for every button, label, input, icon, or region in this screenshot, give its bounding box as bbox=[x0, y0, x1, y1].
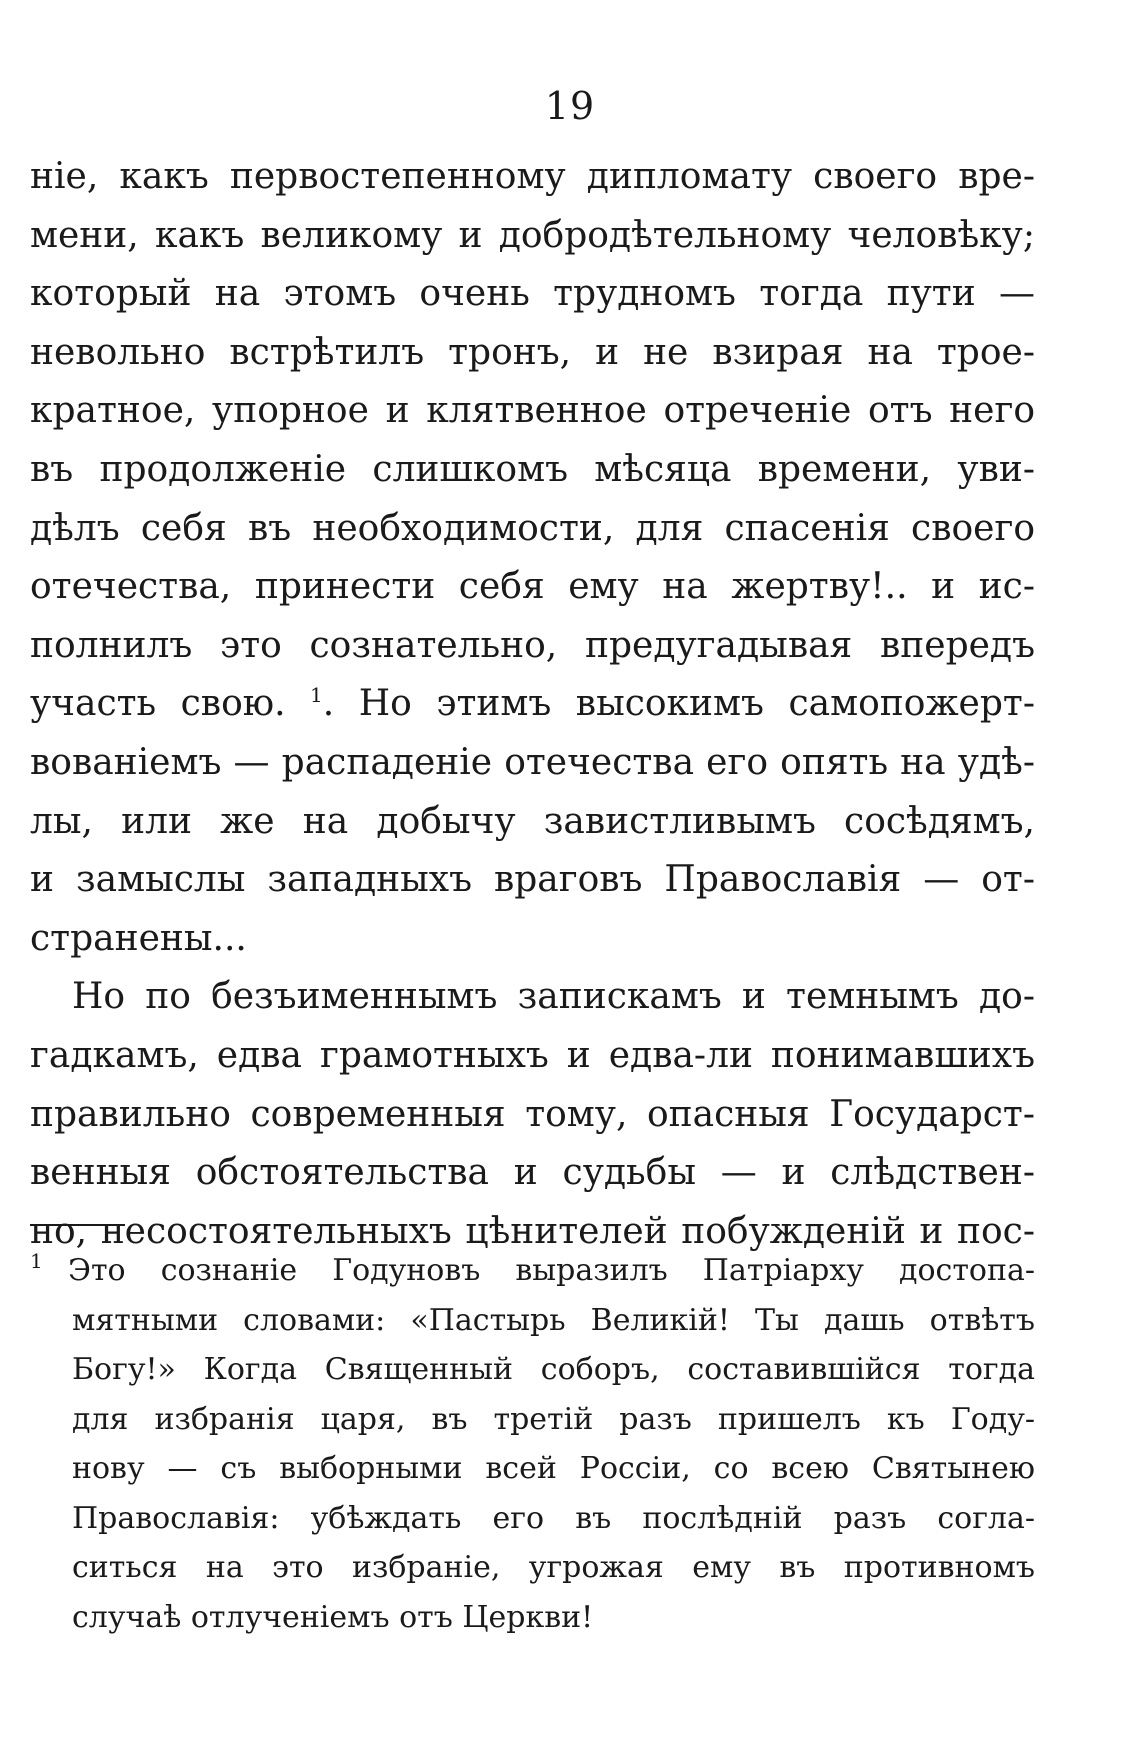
body-text bbox=[30, 148, 1035, 1261]
body-line: мени, какъ великому и добродѣтельному человѣку; bbox=[30, 214, 1035, 256]
footnote-line: нову — съ выборными всей Россіи, со всею Святынею bbox=[72, 1451, 1035, 1486]
footnote-line: ситься на это избраніе, угрожая ему въ противномъ bbox=[72, 1550, 1035, 1585]
footnote-line-text: Это сознаніе Годуновъ выразилъ Патріарху достопа- bbox=[68, 1253, 1035, 1288]
footnote-line: для избранія царя, въ третій разъ пришелъ къ Году- bbox=[72, 1401, 1035, 1437]
footnote-divider bbox=[30, 1224, 125, 1226]
body-line: полнилъ это сознательно, предугадывая впередъ bbox=[30, 624, 1035, 666]
footnote-line: случаѣ отлученіемъ отъ Церкви! bbox=[72, 1599, 594, 1635]
body-line-text: участь свою. bbox=[30, 683, 286, 725]
footnote-line: Православія: убѣждать его въ послѣдній разъ согла- bbox=[72, 1500, 1035, 1536]
footnote-line bbox=[30, 1246, 1035, 1296]
body-line: невольно встрѣтилъ тронъ, и не взирая на трое- bbox=[30, 331, 1035, 373]
footnote bbox=[30, 1246, 1035, 1642]
body-line: и замыслы западныхъ враговъ Православія — от- bbox=[30, 859, 1035, 901]
body-line: ніе, какъ первостепенному дипломату своего вре- bbox=[30, 156, 1035, 197]
body-line: дѣлъ себя въ необходимости, для спасенія своего bbox=[30, 507, 1035, 549]
body-line: странены... bbox=[30, 917, 247, 959]
body-line: кратное, упорное и клятвенное отреченіе отъ него bbox=[30, 390, 1035, 432]
body-line: Но по безъименнымъ запискамъ и темнымъ до- bbox=[72, 976, 1035, 1018]
page-number: 19 bbox=[544, 84, 596, 128]
body-line: но, несостоятельныхъ цѣнителей побужденій и пос- bbox=[30, 1210, 1035, 1252]
body-line: гадкамъ, едва грамотныхъ и едва-ли понимавшихъ bbox=[30, 1034, 1035, 1076]
body-line: вованіемъ — распаденіе отечества его опять на удѣ- bbox=[30, 741, 1035, 783]
footnote-line: Богу!» Когда Священный соборъ, составившійся тогда bbox=[72, 1352, 1035, 1387]
body-line: венныя обстоятельства и судьбы — и слѣдствен- bbox=[30, 1152, 1035, 1194]
body-line: который на этомъ очень трудномъ тогда пути — bbox=[30, 273, 1035, 315]
footnote-line: мятными словами: «Пастырь Великій! Ты дашь отвѣтъ bbox=[72, 1302, 1035, 1338]
footnote-mark: 1 bbox=[30, 1249, 43, 1273]
body-line: правильно современныя тому, опасныя Государст- bbox=[30, 1093, 1035, 1135]
body-line-text-continued: . Но этимъ высокимъ самопожерт- bbox=[322, 683, 1035, 725]
body-line: лы, или же на добычу завистливымъ сосѣдямъ, bbox=[30, 800, 1035, 842]
body-line bbox=[30, 675, 1035, 734]
body-line: отечества, принести себя ему на жертву!.. и ис- bbox=[30, 566, 1035, 608]
footnote-reference: 1 bbox=[310, 683, 323, 708]
body-line: въ продолженіе слишкомъ мѣсяца времени, уви- bbox=[30, 448, 1035, 490]
